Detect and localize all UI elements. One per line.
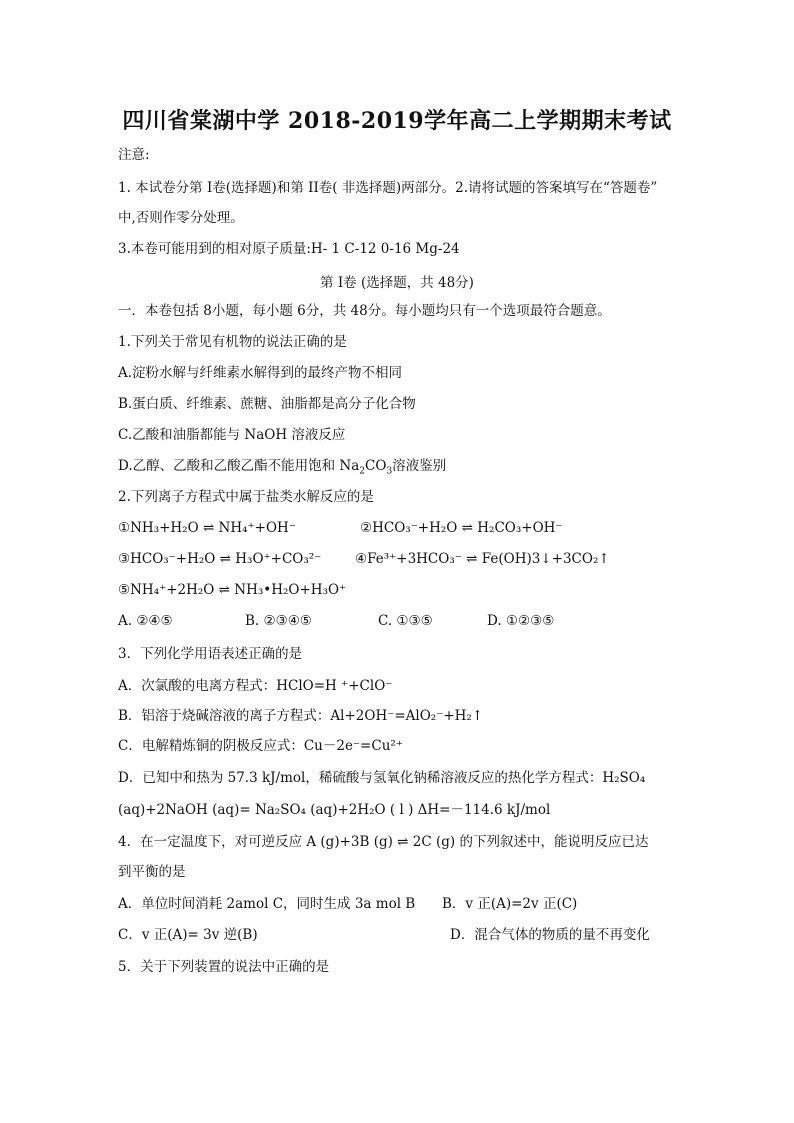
q2-equation-5: ⑤NH₄⁺+2H₂O ⇌ NH₃•H₂O+H₃O⁺ [118,582,347,598]
exam-title: 四川省棠湖中学 2018-2019学年高二上学期期末考试 [122,108,672,134]
q4-option-d: D．混合气体的物质的量不再变化 [450,927,650,943]
q3-option-c: C．电解精炼铜的阴极反应式：Cu－2e⁻=Cu²⁺ [118,738,403,754]
q1-option-c: C.乙酸和油脂都能与 NaOH 溶液反应 [118,427,346,443]
q1-option-a: A.淀粉水解与纤维素水解得到的最终产物不相同 [118,365,403,381]
q4-option-b: B．v 正(A)=2v 正(C) [442,896,578,912]
q2-equation-2: ②HCO₃⁻+H₂O ⇌ H₂CO₃+OH⁻ [360,520,563,536]
q1-stem: 1.下列关于常见有机物的说法正确的是 [118,334,347,350]
q2-equation-3: ③HCO₃⁻+H₂O ⇌ H₃O⁺+CO₃²⁻ [118,551,322,567]
q3-option-d: D．已知中和热为 57.3 kJ/mol，稀硫酸与氢氧化钠稀溶液反应的热化学方程式：H₂SO₄ [118,770,646,786]
q4-stem-cont: 到平衡的是 [118,864,186,880]
q1-option-d: D.乙醇、乙酸和乙酸乙酯不能用饱和 $Na_2CO_3$溶液鉴别 [118,458,447,477]
q4-option-c: C．v 正(A)= 3v 逆(B) [118,927,258,943]
q2-equation-1: ①NH₃+H₂O ⇌ NH₄⁺+OH⁻ [118,520,296,536]
q2-option-d: D. ①②③⑤ [487,613,555,629]
notice-item-1: 1. 本试卷分第 I卷(选择题)和第 II卷( 非选择题)两部分。2.请将试题的答案填写在“答题卷” [118,180,658,196]
q2-option-c: C. ①③⑤ [378,613,433,629]
q2-equation-4: ④Fe³⁺+3HCO₃⁻ ⇌ Fe(OH)3↓+3CO₂↑ [355,551,610,567]
q3-option-d-cont: (aq)+2NaOH (aq)= Na₂SO₄ (aq)+2H₂O ( l ) ΔH=－114.6 kJ/mol [118,802,551,818]
notice-item-1-cont: 中,否则作零分处理。 [118,210,244,226]
section-title: 第 I卷 (选择题，共 48分) [320,275,474,291]
q4-option-a: A．单位时间消耗 2amol C，同时生成 3a mol B [118,896,416,912]
q5-stem: 5．关于下列装置的说法中正确的是 [118,959,330,975]
q2-option-a: A. ②④⑤ [118,613,173,629]
section-intro: 一．本卷包括 8小题，每小题 6分，共 48分。每小题均只有一个选项最符合题意。 [118,303,611,319]
q3-stem: 3．下列化学用语表述正确的是 [118,646,303,662]
q3-option-a: A．次氯酸的电离方程式：HClO=H ⁺+ClO⁻ [118,678,393,694]
notice-item-3: 3.本卷可能用到的相对原子质量:H- 1 C-12 0-16 Mg-24 [118,241,460,257]
q4-stem: 4．在一定温度下，对可逆反应 A (g)+3B (g) ⇌ 2C (g) 的下列叙述中，能说明反应已达 [118,834,649,850]
q2-option-b: B. ②③④⑤ [245,613,312,629]
q3-option-b: B．铝溶于烧碱溶液的离子方程式：Al+2OH⁻=AlO₂⁻+H₂↑ [118,708,484,724]
notice-label: 注意: [118,147,150,163]
q1-option-b: B.蛋白质、纤维素、蔗糖、油脂都是高分子化合物 [118,396,416,412]
q2-stem: 2.下列离子方程式中属于盐类水解反应的是 [118,489,374,505]
